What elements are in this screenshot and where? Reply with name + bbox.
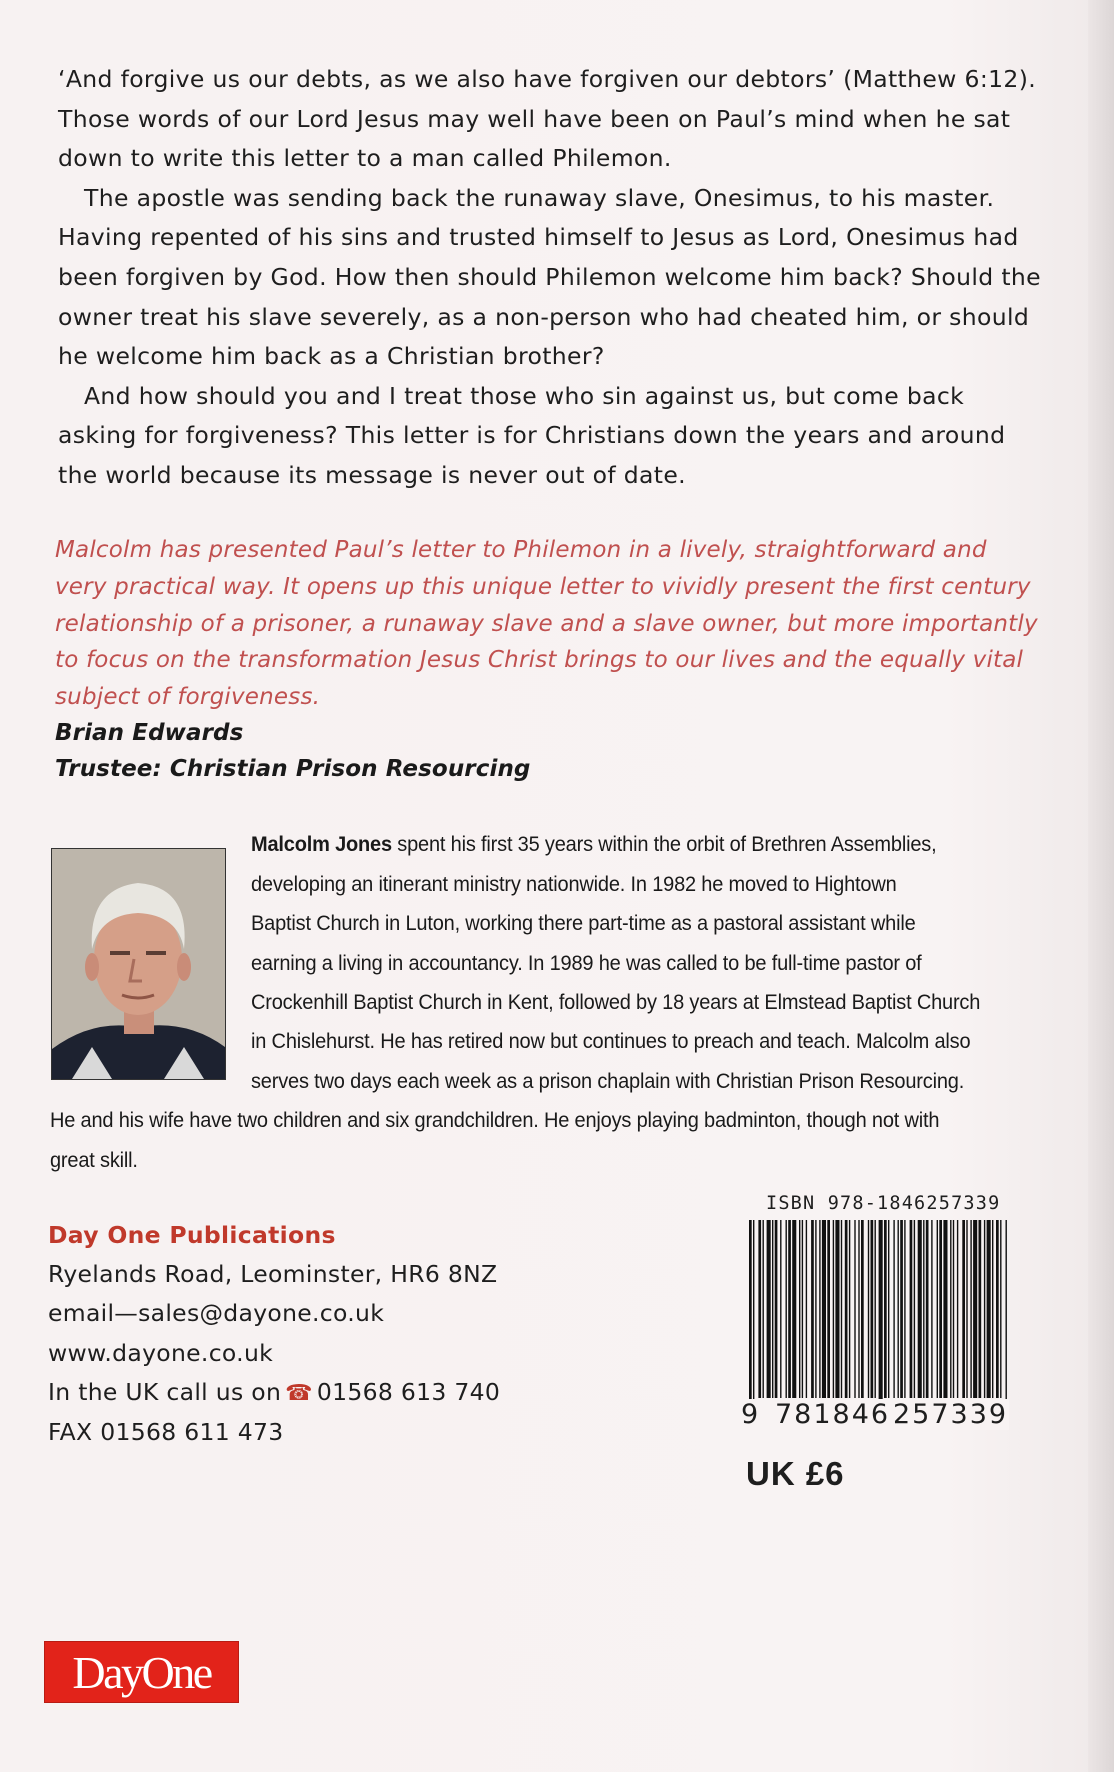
barcode-bar xyxy=(939,1220,942,1398)
barcode-bar xyxy=(992,1220,993,1398)
dayone-logo xyxy=(44,1641,239,1703)
barcode-bar xyxy=(772,1220,773,1398)
barcode-bar xyxy=(753,1220,754,1420)
barcode-bar xyxy=(900,1220,903,1398)
barcode-bar xyxy=(815,1220,816,1398)
blurb-paragraph-3: And how should you and I treat those who sin against us, but come back asking for forgiveness? This letter is for Christians down the years and around the world because its message is never out of date. xyxy=(58,381,1006,489)
barcode-bar xyxy=(786,1220,787,1398)
barcode-bar xyxy=(987,1220,991,1398)
barcode-bar xyxy=(914,1220,915,1398)
barcode-bar xyxy=(763,1220,764,1398)
barcode-bar xyxy=(966,1220,967,1398)
author-bio-line-4: earning a living in accountancy. In 1989 he was called to be full-time pastor of xyxy=(251,951,922,975)
barcode-bar xyxy=(806,1220,807,1398)
barcode-bar xyxy=(802,1220,803,1398)
price: UK £6 xyxy=(746,1455,845,1492)
barcode-bar xyxy=(953,1220,954,1398)
barcode-bar xyxy=(835,1220,839,1398)
publisher-address: Ryelands Road, Leominster, HR6 8NZ xyxy=(48,1260,498,1289)
telephone-icon: ☎ xyxy=(285,1380,313,1406)
barcode-bar xyxy=(871,1220,874,1398)
barcode-bar xyxy=(788,1220,791,1398)
barcode-bar xyxy=(861,1220,864,1398)
logo-text: DayOne xyxy=(72,1647,211,1698)
barcode-bar xyxy=(884,1220,887,1398)
barcode-bar xyxy=(875,1220,876,1398)
barcode-bar xyxy=(923,1220,924,1398)
publisher-name: Day One Publications xyxy=(48,1221,336,1249)
author-bio-line-2: developing an itinerant ministry nationwide. In 1982 he moved to Hightown xyxy=(251,872,897,896)
endorser-role: Trustee: Christian Prison Resourcing xyxy=(55,756,531,782)
barcode-digit-first: 9 xyxy=(741,1399,761,1430)
barcode-bar xyxy=(893,1220,894,1398)
barcode-bar xyxy=(822,1220,826,1398)
barcode-bar xyxy=(749,1220,752,1420)
barcode-bar xyxy=(849,1220,850,1398)
barcode-bar xyxy=(767,1220,771,1398)
barcode-bar xyxy=(957,1220,958,1398)
author-photo xyxy=(51,848,226,1080)
isbn-barcode xyxy=(741,1220,1016,1420)
barcode-bar xyxy=(811,1220,814,1398)
barcode-bar xyxy=(1006,1220,1007,1420)
publisher-fax: FAX 01568 611 473 xyxy=(48,1418,284,1447)
blurb xyxy=(58,60,1048,496)
blurb-paragraph-1: ‘And forgive us our debts, as we also have forgiven our debtors’ (Matthew 6:12). Those words of our Lord Jesus may well have been on Paul’s mind when he sat down to write this letter to a man called Philemon. xyxy=(58,65,1037,173)
barcode-bar xyxy=(775,1220,778,1398)
barcode-bar xyxy=(819,1220,820,1398)
barcode-bar xyxy=(973,1220,977,1398)
author-bio-line-3: Baptist Church in Luton, working there part-time as a pastoral assistant while xyxy=(251,911,916,935)
barcode-bar xyxy=(758,1220,761,1398)
barcode-bar xyxy=(827,1220,830,1398)
barcode-bar xyxy=(868,1220,869,1398)
barcode-bar xyxy=(888,1220,889,1398)
barcode-bar xyxy=(833,1220,834,1398)
publisher-website[interactable]: www.dayone.co.uk xyxy=(48,1338,274,1367)
author-bio-line-8: He and his wife have two children and six grandchildren. He enjoys playing badminton, though not with xyxy=(50,1108,940,1132)
barcode-bar xyxy=(979,1220,982,1398)
barcode-bar xyxy=(799,1220,800,1398)
isbn-label: ISBN 978-1846257339 xyxy=(766,1193,1001,1214)
barcode-bar xyxy=(970,1220,971,1398)
publisher-email[interactable]: email—sales@dayone.co.uk xyxy=(48,1299,385,1328)
barcode-bar xyxy=(918,1220,922,1398)
book-spine-edge xyxy=(1088,0,1114,1772)
barcode-bar xyxy=(950,1220,951,1398)
barcode-bar xyxy=(931,1220,932,1398)
author-bio-line-9: great skill. xyxy=(50,1148,138,1172)
author-bio-line-7: serves two days each week as a prison chaplain with Christian Prison Resourcing. xyxy=(251,1069,965,1093)
barcode-bar xyxy=(1000,1220,1001,1398)
barcode-bar xyxy=(926,1220,929,1398)
barcode-bar xyxy=(996,1220,999,1398)
author-bio-line-5: Crockenhill Baptist Church in Kent, followed by 18 years at Elmstead Baptist Church xyxy=(251,990,981,1014)
barcode-bar xyxy=(780,1220,781,1398)
publisher-phone-row xyxy=(48,1373,608,1413)
barcode-digits-right: 257339 xyxy=(893,1399,1009,1430)
barcode-bar xyxy=(879,1220,883,1420)
author-bio-line-6: in Chislehurst. He has retired now but continues to preach and teach. Malcolm also xyxy=(251,1029,971,1053)
barcode-bar xyxy=(904,1220,905,1398)
barcode-bar xyxy=(984,1220,985,1398)
endorsement-quote: Malcolm has presented Paul’s letter to Philemon in a lively, straightforward and very practical way. It opens up this unique letter to vividly present the first century relationship of a prisoner, a runaway slave and a slave owner, but more importantly to focus on the transformation Jesus Christ brings to our lives and the equally vital subject of forgiveness. xyxy=(55,537,1038,711)
endorser-name: Brian Edwards xyxy=(55,720,244,746)
author-portrait-illustration xyxy=(52,849,225,1079)
barcode-bar xyxy=(792,1220,796,1398)
blurb-paragraph-2: The apostle was sending back the runaway slave, Onesimus, to his master. Having repented of his sins and trusted himself to Jesus as Lord, Onesimus had been forgiven by God. How then should Philemon welcome him back? Should the owner treat his slave severely, as a non-person who had cheated him, or should he welcome him back as a Christian brother? xyxy=(58,183,1041,371)
barcode-bar xyxy=(858,1220,859,1398)
barcode-bar xyxy=(854,1220,855,1398)
author-name: Malcolm Jones xyxy=(251,832,392,856)
barcode-bar xyxy=(937,1220,938,1398)
author-bio-line-1: Malcolm Jones spent his first 35 years within the orbit of Brethren Assemblies, xyxy=(251,832,937,856)
barcode-bar xyxy=(962,1220,965,1398)
publisher-phone: 01568 613 740 xyxy=(316,1377,501,1406)
barcode-bar xyxy=(898,1220,899,1398)
barcode-bar xyxy=(943,1220,947,1398)
call-prefix: In the UK call us on xyxy=(48,1377,282,1406)
barcode-bar xyxy=(910,1220,913,1398)
publisher-contact xyxy=(48,1216,608,1452)
barcode-bar xyxy=(845,1220,848,1398)
barcode-bar xyxy=(841,1220,842,1398)
barcode-digits-left: 781846 xyxy=(775,1399,891,1430)
